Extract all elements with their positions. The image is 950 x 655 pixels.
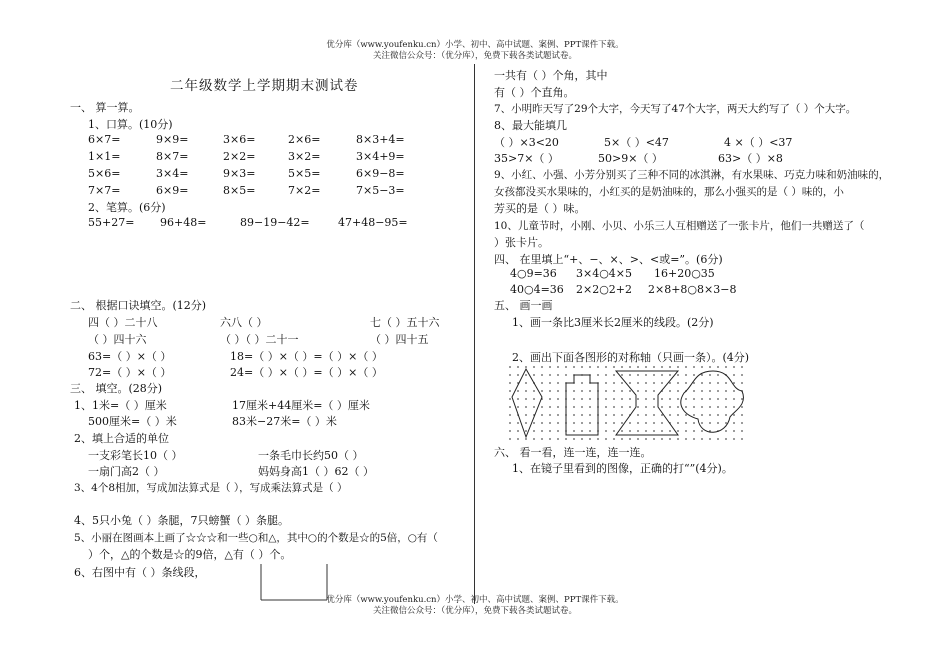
question-8c: 4 ×（ ）<37 — [724, 136, 793, 149]
fill-q4: 4、5只小兔（ ）条腿，7只螃蟹（ ）条腿。 — [74, 514, 289, 527]
question-8f: 63>（ ）×8 — [718, 152, 783, 165]
written-item: 47+48−95= — [338, 216, 408, 229]
oral-item: 3×2= — [288, 150, 321, 163]
oral-item: 8×5= — [223, 184, 256, 197]
symbol-item: 4○9=36 — [510, 267, 557, 280]
angle-question-line1: 一共有（ ）个角，其中 — [494, 69, 608, 82]
fill-q1c: 500厘米=（ ）米 — [88, 415, 177, 428]
question-8a: （ ）×3<20 — [494, 136, 559, 149]
fill-q5-line1: 5、小丽在图画本上画了☆☆☆和一些○和△，其中○的个数是☆的5倍，○有（ — [74, 532, 438, 544]
question-8e: 50>9×（ ） — [598, 152, 663, 165]
section-6-heading: 六、 看一看，连一连，连一连。 — [494, 446, 652, 459]
fill-q2a: 一支彩笔长10（ ） — [88, 449, 183, 462]
mult-item: （ ）四十五 — [370, 333, 429, 346]
fill-q2: 2、填上合适的单位 — [74, 432, 169, 445]
fill-q1d: 83米−27米=（ ）米 — [232, 415, 337, 428]
fill-q2c: 一扇门高2（ ） — [88, 465, 165, 478]
fill-q6: 6、右图中有（ ）条线段， — [74, 566, 206, 579]
section-5-heading: 五、 画一画 — [494, 299, 553, 312]
oral-item: 7×5−3= — [356, 184, 405, 197]
mult-item: 六八（ ） — [220, 316, 268, 329]
oral-item: 6×9−8= — [356, 167, 405, 180]
oral-item: 8×3+4= — [356, 133, 405, 146]
mult-item: （ ）四十六 — [88, 333, 147, 346]
written-item: 96+48= — [160, 216, 207, 229]
symbol-item: 2×8+8○8×3−8 — [648, 283, 737, 296]
question-10-line2: ）张卡片。 — [494, 236, 549, 249]
symbol-item: 40○4=36 — [510, 283, 564, 296]
oral-item: 9×3= — [223, 167, 256, 180]
oral-item: 2×6= — [288, 133, 321, 146]
oral-item: 7×7= — [88, 184, 121, 197]
mult-item: 四（ ）二十八 — [88, 316, 158, 329]
oral-item: 3×4= — [156, 167, 189, 180]
mirror-question-1: 1、在镜子里看到的图像，正确的打“”(4分)。 — [512, 462, 733, 475]
angle-question-line2: 有（ ）个直角。 — [494, 86, 575, 99]
draw-question-2: 2、画出下面各图形的对称轴（只画一条）。(4分) — [512, 351, 750, 364]
oral-item: 8×7= — [156, 150, 189, 163]
question-9-line2: 女孩都没买水果味的，小红买的是奶油味的，那么小强买的是（ ）味的，小 — [494, 186, 844, 198]
footer-line-1: 优分库（www.youfenku.cn）小学、初中、高中试题、案例、PPT课件下载。 — [326, 595, 624, 605]
oral-item: 6×7= — [88, 133, 121, 146]
mult-item: （ ）（ ）二十一 — [220, 333, 299, 346]
oral-item: 3×4+9= — [356, 150, 405, 163]
page-title: 二年级数学上学期期末测试卷 — [170, 78, 359, 94]
footer-line-2: 关注微信公众号：（优分库），免费下载各类试题试卷。 — [372, 606, 577, 616]
question-7: 7、小明昨天写了29个大字，今天写了47个大字，两天大约写了（ ）个大字。 — [494, 103, 857, 115]
fill-q1a: 1、1米=（ ）厘米 — [74, 399, 167, 412]
question-8d: 35>7×（ ） — [494, 152, 559, 165]
oral-item: 3×6= — [223, 133, 256, 146]
fill-q5-line2: ）个，△的个数是☆的9倍，△有（ ）个。 — [88, 548, 292, 561]
fill-q2d: 妈妈身高1（ ）62（ ） — [258, 465, 374, 478]
symbol-item: 3×4○4×5 — [576, 267, 633, 280]
oral-item: 6×9= — [156, 184, 189, 197]
mult-item: 63=（ ）×（ ） — [88, 350, 172, 363]
oral-item: 7×2= — [288, 184, 321, 197]
oral-item: 5×5= — [288, 167, 321, 180]
question-8b: 5×（ ）<47 — [604, 136, 669, 149]
mult-item: 72=（ ）×（ ） — [88, 366, 172, 379]
written-calc-heading: 2、笔算。(6分) — [88, 201, 166, 214]
question-9-line1: 9、小红、小强、小芳分别买了三种不同的冰淇淋，有水果味、巧克力味和奶油味的， — [494, 169, 890, 181]
fill-q3: 3、4个8相加，写成加法算式是（ ），写成乘法算式是（ ） — [74, 482, 348, 494]
fill-q1b: 17厘米+44厘米=（ ）厘米 — [232, 399, 370, 412]
symbol-item: 2×2○2+2 — [576, 283, 633, 296]
mult-item: 18=（ ）×（ ）=（ ）×（ ） — [230, 350, 383, 363]
oral-calc-heading: 1、口算。(10分) — [88, 118, 173, 131]
fill-q2b: 一条毛巾长约50（ ） — [258, 449, 364, 462]
written-item: 55+27= — [88, 216, 135, 229]
mult-item: 七（ ）五十六 — [370, 316, 440, 329]
written-item: 89−19−42= — [240, 216, 310, 229]
oral-item: 5×6= — [88, 167, 121, 180]
symmetry-shapes-figure — [508, 365, 748, 441]
column-divider — [474, 64, 475, 604]
section-1-heading: 一、 算一算。 — [70, 101, 140, 114]
question-8: 8、最大能填几 — [494, 119, 567, 132]
header-line-2: 关注微信公众号：（优分库），免费下载各类试题试卷。 — [372, 51, 577, 61]
oral-item: 1×1= — [88, 150, 121, 163]
section-2-heading: 二、 根据口诀填空。(12分) — [70, 299, 207, 312]
question-10-line1: 10、儿童节时，小刚、小贝、小乐三人互相赠送了一张卡片，他们一共赠送了（ — [494, 220, 865, 232]
section-4-heading: 四、 在里填上“+、−、×、>、<或=”。(6分) — [494, 253, 723, 266]
oral-item: 2×2= — [223, 150, 256, 163]
draw-question-1: 1、画一条比3厘米长2厘米的线段。(2分) — [512, 316, 714, 329]
header-line-1: 优分库（www.youfenku.cn）小学、初中、高中试题、案例、PPT课件下载。 — [326, 40, 624, 50]
oral-item: 9×9= — [156, 133, 189, 146]
mult-item: 24=（ ）×（ ）=（ ）×（ ） — [230, 366, 383, 379]
question-9-line3: 芳买的是（ ）味。 — [494, 202, 586, 215]
symbol-item: 16+20○35 — [654, 267, 715, 280]
section-3-heading: 三、 填空。(28分) — [70, 382, 163, 395]
